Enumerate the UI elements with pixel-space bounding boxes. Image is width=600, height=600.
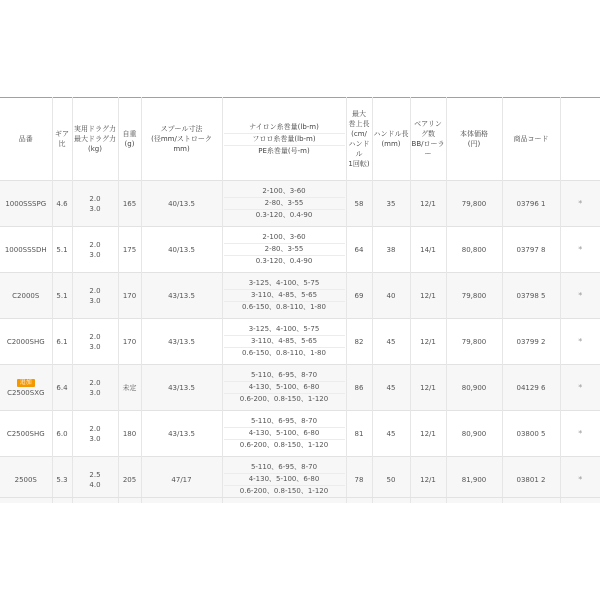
- cell-weight: 205: [118, 457, 141, 503]
- cell-bearing: 12/1: [410, 319, 446, 365]
- cell-bearing: 12/1: [410, 365, 446, 411]
- cell-drag: 2.5 4.0: [72, 457, 118, 503]
- cell-spool: 47/17: [141, 457, 222, 503]
- cell-price: 81,900: [446, 457, 502, 503]
- cell-bearing: 12/1: [410, 273, 446, 319]
- cell-price: 80,900: [446, 365, 502, 411]
- cell-gear-ratio: 5.1: [52, 227, 72, 273]
- header-model: 品番: [0, 98, 52, 181]
- cell-mark: *: [560, 411, 600, 457]
- cell-retrieve: 58: [346, 181, 372, 227]
- cell-model: C2000S: [0, 273, 52, 319]
- cell-spool: 43/13.5: [141, 365, 222, 411]
- cell-drag: 2.0 3.0: [72, 365, 118, 411]
- cell-weight: 175: [118, 227, 141, 273]
- table-row: [0, 365, 600, 411]
- cell-bearing: 12/1: [410, 457, 446, 503]
- cell-mark: *: [560, 457, 600, 503]
- cell-bearing: 12/1: [410, 411, 446, 457]
- cell-handle: 45: [372, 411, 410, 457]
- cell-handle: 38: [372, 227, 410, 273]
- header-line-capacity: ナイロン糸巻量(lb-m) フロロ糸巻量(lb-m) PE糸巻量(号-m): [222, 98, 346, 181]
- table-row: [0, 227, 600, 273]
- cell-code: 03796 1: [502, 181, 560, 227]
- cell-code: 03800 5: [502, 411, 560, 457]
- cell-bearing: 12/1: [410, 181, 446, 227]
- cell-spool: 43/13.5: [141, 411, 222, 457]
- cell-model: 1000SSSDH: [0, 227, 52, 273]
- header-code: 商品コード: [502, 98, 560, 181]
- cell-weight: 170: [118, 273, 141, 319]
- cell-retrieve: 81: [346, 411, 372, 457]
- cell-code: 03797 8: [502, 227, 560, 273]
- cell-mark: *: [560, 365, 600, 411]
- cell-drag: 2.0 3.0: [72, 411, 118, 457]
- spec-table: [0, 97, 600, 503]
- cell-gear-ratio: 6.1: [52, 319, 72, 365]
- header-weight: 自重 (g): [118, 98, 141, 181]
- cell-weight: 170: [118, 319, 141, 365]
- cell-gear-ratio: 6.0: [52, 411, 72, 457]
- cell-price: 79,800: [446, 273, 502, 319]
- cell-model: 1000SSSPG: [0, 181, 52, 227]
- cell-handle: 40: [372, 273, 410, 319]
- cell-spool: 40/13.5: [141, 181, 222, 227]
- cell-mark: *: [560, 227, 600, 273]
- cell-line-capacity: 5-110、6-95、8-70 4-130、5-100、6-80 0.6-200、0.8-150、1-120: [222, 411, 346, 457]
- header-gear-ratio: ギア比: [52, 98, 72, 181]
- cell-drag: 2.0 3.0: [72, 227, 118, 273]
- cell-model: 追加 C2500SXG: [0, 365, 52, 411]
- new-badge: 追加: [17, 379, 35, 387]
- table-row: [0, 181, 600, 227]
- cell-model: C2000SHG: [0, 319, 52, 365]
- cell-retrieve: 78: [346, 457, 372, 503]
- cell-handle: 35: [372, 181, 410, 227]
- cell-line-capacity: 3-125、4-100、5-75 3-110、4-85、5-65 0.6-150、0.8-110、1-80: [222, 273, 346, 319]
- cell-mark: *: [560, 273, 600, 319]
- header-drag: 実用ドラグ力 最大ドラグ力 (kg): [72, 98, 118, 181]
- table-row: [0, 273, 600, 319]
- cell-code: 03799 2: [502, 319, 560, 365]
- cell-spool: 40/13.5: [141, 227, 222, 273]
- cell-price: 79,800: [446, 181, 502, 227]
- header-price: 本体価格 (円): [446, 98, 502, 181]
- cell-line-capacity: 5-110、6-95、8-70 4-130、5-100、6-80 0.6-200、0.8-150、1-120: [222, 365, 346, 411]
- table-row: [0, 319, 600, 365]
- header-row: [0, 98, 600, 181]
- cell-model: 2500S: [0, 457, 52, 503]
- cell-weight: 180: [118, 411, 141, 457]
- header-handle: ハンドル長 (mm): [372, 98, 410, 181]
- cell-mark: *: [560, 319, 600, 365]
- cell-retrieve: 82: [346, 319, 372, 365]
- cell-gear-ratio: 6.4: [52, 365, 72, 411]
- header-retrieve: 最大 巻上長 (cm/ ハンド ル 1回転): [346, 98, 372, 181]
- cell-retrieve: 86: [346, 365, 372, 411]
- cell-drag: 2.0 3.0: [72, 319, 118, 365]
- cell-price: 79,800: [446, 319, 502, 365]
- cell-weight: 165: [118, 181, 141, 227]
- cell-line-capacity: 5-110、6-95、8-70 4-130、5-100、6-80 0.6-200、0.8-150、1-120: [222, 457, 346, 503]
- cell-line-capacity: 3-125、4-100、5-75 3-110、4-85、5-65 0.6-150、0.8-110、1-80: [222, 319, 346, 365]
- cell-code: 03798 5: [502, 273, 560, 319]
- cell-line-capacity: 2-100、3-60 2-80、3-55 0.3-120、0.4-90: [222, 227, 346, 273]
- table-row: [0, 457, 600, 503]
- cell-price: 80,800: [446, 227, 502, 273]
- cell-mark: *: [560, 181, 600, 227]
- cell-code: 03801 2: [502, 457, 560, 503]
- cell-gear-ratio: 5.1: [52, 273, 72, 319]
- cell-handle: 45: [372, 365, 410, 411]
- cell-spool: 43/13.5: [141, 273, 222, 319]
- cell-drag: 2.0 3.0: [72, 181, 118, 227]
- header-bearing: ベアリング数 BB/ローラー: [410, 98, 446, 181]
- table-bottom-rule: [0, 497, 600, 498]
- header-mark: [560, 98, 600, 181]
- cell-retrieve: 64: [346, 227, 372, 273]
- table-row: [0, 411, 600, 457]
- cell-model: C2500SHG: [0, 411, 52, 457]
- cell-handle: 50: [372, 457, 410, 503]
- cell-line-capacity: 2-100、3-60 2-80、3-55 0.3-120、0.4-90: [222, 181, 346, 227]
- cell-gear-ratio: 4.6: [52, 181, 72, 227]
- cell-price: 80,900: [446, 411, 502, 457]
- cell-spool: 43/13.5: [141, 319, 222, 365]
- cell-handle: 45: [372, 319, 410, 365]
- header-spool: スプール寸法 (径mm/ストローク mm): [141, 98, 222, 181]
- cell-code: 04129 6: [502, 365, 560, 411]
- cell-weight: 未定: [118, 365, 141, 411]
- cell-bearing: 14/1: [410, 227, 446, 273]
- cell-retrieve: 69: [346, 273, 372, 319]
- cell-gear-ratio: 5.3: [52, 457, 72, 503]
- cell-drag: 2.0 3.0: [72, 273, 118, 319]
